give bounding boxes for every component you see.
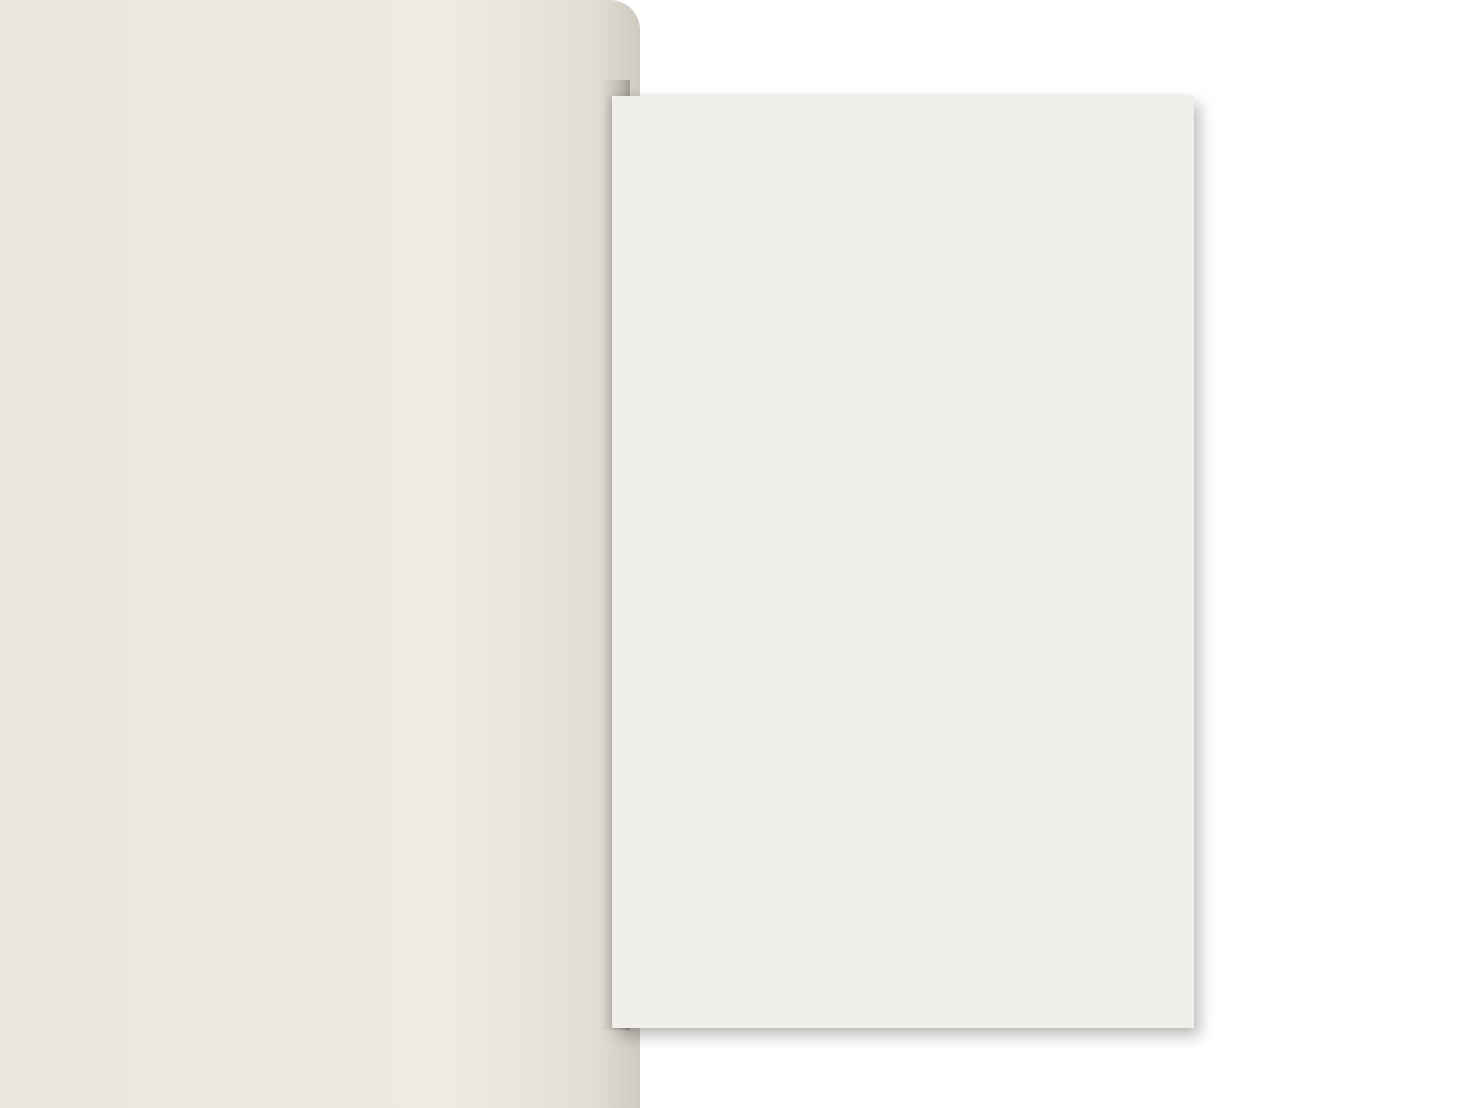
toc-appendices: [58, 37, 618, 52]
table-of-contents: [58, 37, 618, 66]
toc-bibliography: [58, 51, 618, 66]
right-page: [612, 96, 1194, 1028]
running-head: [1104, 968, 1110, 979]
left-page: [0, 0, 640, 1108]
toc-top-items: [58, 37, 618, 52]
